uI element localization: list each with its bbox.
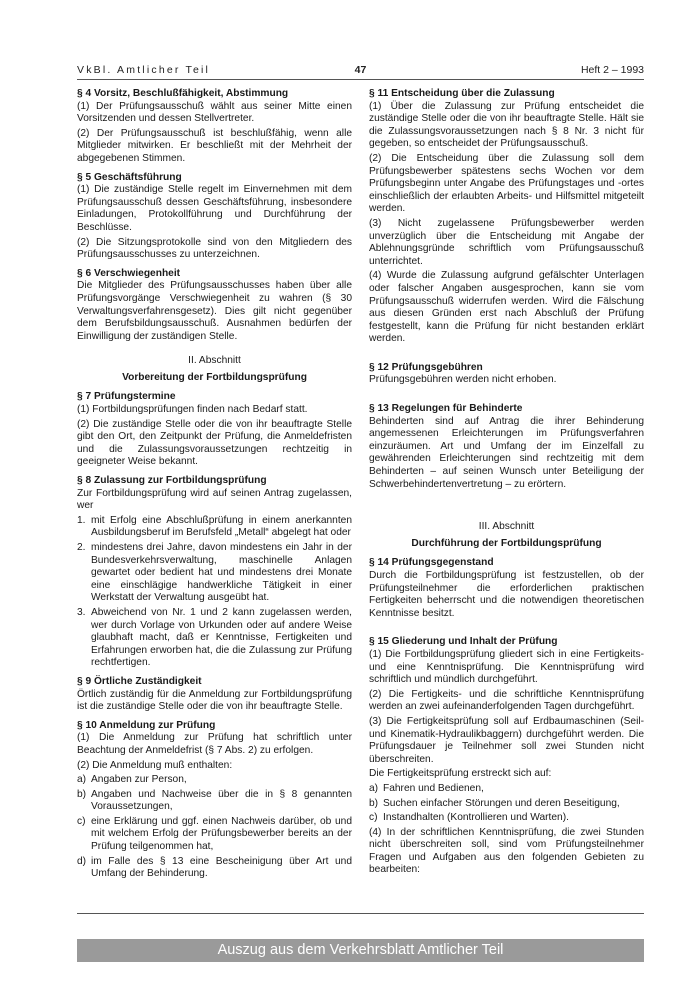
section-15 [369, 636, 644, 877]
section-heading: § 8 Zulassung zur Fortbildungsprüfung [77, 475, 267, 487]
section-6 [77, 268, 352, 344]
paragraph: (1) Der Prüfungsausschuß wählt aus seiner Mitte einen Vorsitzenden und dessen Stellvertreter. [77, 100, 352, 125]
paragraph: (1) Fortbildungsprüfungen finden nach Bedarf statt. [77, 404, 308, 416]
paragraph: Zur Fortbildungsprüfung wird auf seinen Antrag zugelassen, wer [77, 487, 352, 512]
paragraph: Prüfungsgebühren werden nicht erhoben. [369, 374, 557, 386]
section-4 [77, 88, 352, 166]
footer-text: Auszug aus dem Verkehrsblatt Amtlicher Teil [217, 942, 504, 958]
chapter-label: III. Abschnitt [478, 521, 535, 533]
section-8 [77, 475, 352, 670]
section-5 [77, 172, 352, 262]
list-marker: 3. [77, 606, 86, 618]
section-heading: § 13 Regelungen für Behinderte [369, 403, 523, 415]
list-text: Angaben zur Person, [91, 774, 187, 786]
list-text: Angaben und Nachweise über die in § 8 genannten Voraussetzungen, [91, 788, 352, 813]
list-marker: b) [369, 797, 379, 809]
paragraph: (4) Wurde die Zulassung aufgrund gefälschter Unterlagen oder falscher Angaben ausgesprochen, kann sie vom Prüfungsausschuß widerrufen werden. Wird die Fälschung aus diesen Gründen erst nach Abschluß der Prüfung festgestellt, kann die Prüfung für nicht bestanden erklärt werden. [369, 270, 644, 345]
chapter-title: Durchführung der Fortbildungsprüfung [411, 537, 602, 549]
page-number: 47 [354, 64, 367, 76]
section-heading: § 9 Örtliche Zuständigkeit [77, 675, 202, 687]
list-marker: c) [369, 812, 378, 824]
right-column [369, 88, 644, 879]
list-text: eine Erklärung und ggf. einen Nachweis darüber, ob und mit welchem Erfolg der Prüfungsbewerber bereits an der Prüfung teilgenommen hat, [91, 815, 352, 853]
paragraph: (2) Die Anmeldung muß enthalten: [77, 759, 233, 771]
paragraph: (1) Die zuständige Stelle regelt im Einvernehmen mit dem Prüfungsausschuß dessen Geschäftsführung, insbesondere Einladungen, Protokollführung und Durchführung der Beschlüsse. [77, 184, 352, 233]
list-item [369, 783, 644, 796]
paragraph: (1) Die Fortbildungsprüfung gliedert sich in eine Fertigkeits- und eine Kenntnisprüfung. Die Kenntnisprüfung wird schriftlich und mündlich durchgeführt. [369, 648, 644, 686]
chapter-title: Vorbereitung der Fortbildungsprüfung [122, 371, 307, 383]
section-heading: § 12 Prüfungsgebühren [369, 361, 483, 373]
paragraph: (2) Der Prüfungsausschuß ist beschlußfähig, wenn alle Mitglieder mitwirken. Er beschließt mit der Mehrheit der abgegebenen Stimmen. [77, 127, 352, 164]
section-9 [77, 676, 352, 714]
paragraph: (1) Die Anmeldung zur Prüfung hat schriftlich unter Beachtung der Anmeldefrist (§ 7 Abs. 2) zu erfolgen. [77, 732, 352, 756]
list-item [369, 812, 644, 825]
section-10 [77, 720, 352, 881]
paragraph: (2) Die zuständige Stelle oder die von ihr beauftragte Stelle gibt den Ort, den Zeitpunkt der Prüfung, die Anmeldefristen und die Zulassungsvoraussetzungen rechtzeitig in geeigneter Weise bekannt. [77, 418, 352, 468]
footer-divider [77, 913, 644, 914]
section-7 [77, 391, 352, 469]
paragraph: (2) Die Fertigkeits- und die schriftliche Kenntnisprüfung werden an zwei aufeinanderfolgenden Tagen durchgeführt. [369, 688, 644, 713]
section-13 [369, 403, 644, 491]
section-heading: § 11 Entscheidung über die Zulassung [369, 88, 555, 99]
list-text: mindestens drei Jahre, davon mindestens ein Jahr in der Bundesverkehrsverwaltung, maschinelle Anlagen gewartet oder bedient hat und mindestens drei Monate eine einschlägige handwerkliche Tätigkeit in einer Werkstatt der Verwaltung ausgeübt hat. [91, 542, 352, 604]
list-item [77, 515, 352, 540]
chapter-label: II. Abschnitt [188, 355, 241, 367]
list-text: Suchen einfacher Störungen und deren Beseitigung, [383, 797, 620, 809]
list-item [77, 542, 352, 605]
list-marker: 1. [77, 514, 86, 526]
header-divider [77, 79, 644, 80]
paragraph: Örtlich zuständig für die Anmeldung zur Fortbildungsprüfung ist die zuständige Stelle oder die von ihr beauftragte Stelle. [77, 688, 352, 713]
section-heading: § 4 Vorsitz, Beschlußfähigkeit, Abstimmung [77, 88, 289, 99]
list-text: Fahren und Bedienen, [383, 782, 484, 794]
list-marker: b) [77, 788, 87, 800]
list-item [369, 798, 644, 811]
journal-title: VkBl. Amtlicher Teil [77, 64, 211, 76]
list-item [77, 789, 352, 814]
list-marker: c) [77, 815, 86, 827]
paragraph: Die Fertigkeitsprüfung erstreckt sich auf: [369, 768, 552, 780]
list-marker: d) [77, 855, 87, 867]
list-item [77, 774, 352, 787]
paragraph: Behinderten sind auf Antrag die ihrer Behinderung angemessenen Erleichterungen im Prüfungsverfahren einzuräumen. Art und Umfang der im Einzelfall zu gewährenden Erleichterungen sind rechtzeitig mit dem Behinderten – auf seinen Wunsch unter Beteiligung der Schwerbehindertenvertretung – zu erörtern. [369, 415, 644, 490]
section-heading: § 7 Prüfungstermine [77, 391, 176, 403]
paragraph: (1) Über die Zulassung zur Prüfung entscheidet die zuständige Stelle oder die von ihr beauftragte Stelle. Hält sie die Zulassungsvoraussetzungen nach § 8 Nr. 3 nicht für gegeben, so entscheidet der Prüfungsausschuß. [369, 100, 644, 150]
section-11 [369, 88, 644, 346]
list-text: Abweichend von Nr. 1 und 2 kann zugelassen werden, wer durch Vorlage von Urkunden oder auf andere Weise glaubhaft macht, daß er Kenntnisse, Fertigkeiten und Erfahrungen erworben hat, die die Zulassung zur Prüfung rechtfertigen. [91, 606, 352, 669]
list-marker: a) [77, 774, 87, 786]
list-marker: 2. [77, 542, 86, 553]
list-item [77, 856, 352, 881]
section-heading: § 5 Geschäftsführung [77, 171, 182, 183]
list-item [77, 816, 352, 854]
paragraph: Die Mitglieder des Prüfungsausschusses haben über alle Prüfungsvorgänge Verschwiegenheit zu wahren (§ 30 Verwaltungsverfahrensgesetz). Dies gilt nicht gegenüber dem Berufsbildungsausschuß. Ausnahmen bedürfen der Einwilligung der zuständigen Stelle. [77, 280, 352, 342]
list-text: Instandhalten (Kontrollieren und Warten). [383, 812, 569, 824]
issue-label: Heft 2 – 1993 [580, 64, 644, 76]
list-text: mit Erfolg eine Abschlußprüfung in einem anerkannten Ausbildungsberuf im Berufsfeld „Metall“ abgelegt hat oder [91, 514, 352, 539]
footer-banner [77, 939, 644, 962]
section-heading: § 6 Verschwiegenheit [77, 267, 181, 279]
section-heading: § 10 Anmeldung zur Prüfung [77, 719, 216, 731]
left-column [77, 88, 352, 883]
list-text: im Falle des § 13 eine Bescheinigung über Art und Umfang der Behinderung. [91, 855, 352, 880]
paragraph: (4) In der schriftlichen Kenntnisprüfung, die zwei Stunden nicht überschreiten soll, sind vom Prüfungsteilnehmer Fragen und Aufgaben aus den folgenden Gebieten zu bearbeiten: [369, 826, 644, 876]
section-heading: § 15 Gliederung und Inhalt der Prüfung [369, 636, 558, 648]
paragraph: (2) Die Entscheidung über die Zulassung soll dem Prüfungsbewerber spätestens sechs Wochen vor dem Prüfungsbeginn unter Angabe des Prüfungstages und -ortes einschließlich der erlaubten Arbeits- und Hilfsmittel mitgeteilt werden. [369, 152, 644, 215]
section-heading: § 14 Prüfungsgegenstand [369, 557, 494, 569]
list-marker: a) [369, 782, 379, 794]
paragraph: (3) Die Fertigkeitsprüfung soll auf Erdbaumaschinen (Seil- und Kinematik-Hydraulikbaggern) durchgeführt werden. Die Prüfungsdauer je Teilnehmer soll zwei Stunden nicht überschreiten. [369, 715, 644, 765]
section-12 [369, 362, 644, 387]
list-item [77, 607, 352, 670]
paragraph: (2) Die Sitzungsprotokolle sind von den Mitgliedern des Prüfungsausschusses zu unterzeichnen. [77, 236, 352, 261]
section-14 [369, 557, 644, 620]
page-header [77, 64, 644, 80]
paragraph: (3) Nicht zugelassene Prüfungsbewerber werden unverzüglich über die Entscheidung mit Angabe der Ablehnungsgründe schriftlich vom Prüfungsausschuß unterrichtet. [369, 217, 644, 267]
paragraph: Durch die Fortbildungsprüfung ist festzustellen, ob der Prüfungsteilnehmer die erforderlichen praktischen Fertigkeiten beherrscht und die notwendigen theoretischen Kenntnisse besitzt. [369, 570, 644, 619]
